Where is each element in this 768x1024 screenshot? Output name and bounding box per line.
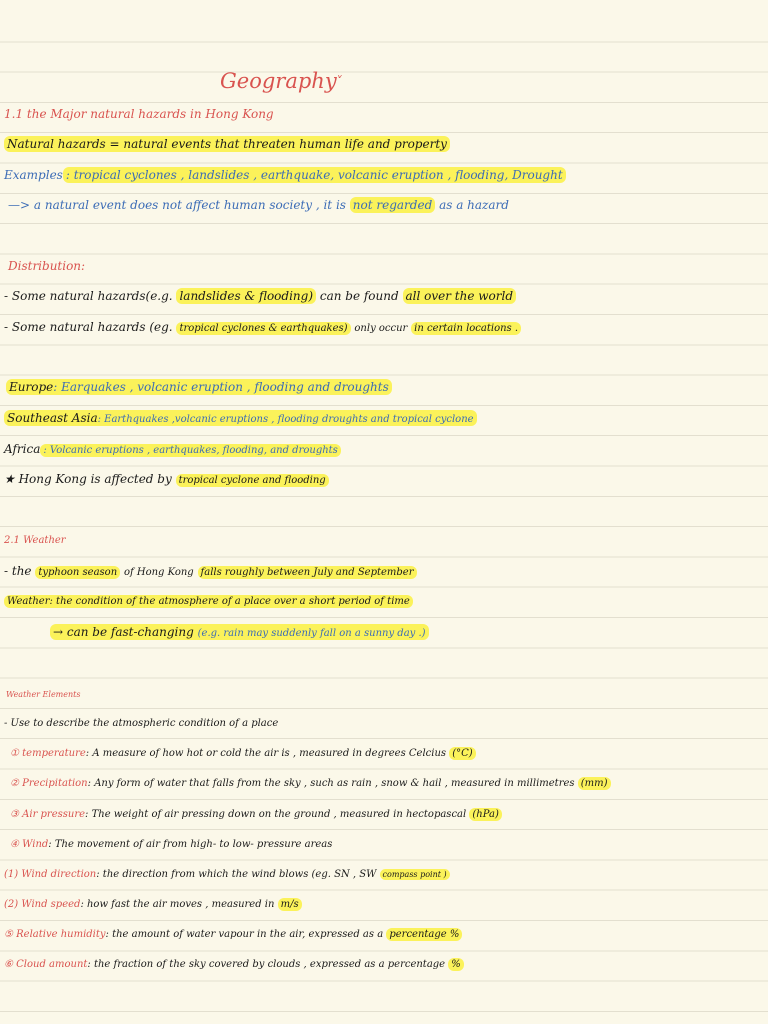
fast-changing-text: can be fast-changing [66,625,194,639]
title-text: Geography [220,69,337,93]
weather-elements-heading: Weather Elements [6,690,81,699]
hazard-term: Natural hazards [7,137,106,151]
hong-kong-note [4,470,329,490]
dist2-highlight-1: tropical cyclones & earthquakes) [176,322,350,335]
wind-speed-unit: m/s [278,898,302,911]
dist1-highlight-1: landslides & flooding) [176,288,316,304]
humidity-unit: percentage % [386,928,462,941]
note-suffix: as a hazard [439,198,509,212]
weather-elements-intro: - Use to describe the atmospheric condition of a place [4,718,279,729]
hk-highlight: tropical cyclone and flooding [176,474,329,487]
wind-speed-text: : how fast the air moves , measured in [80,899,275,910]
air-pressure-unit: (hPa) [469,808,501,821]
dist2-mid: only occur [354,323,408,334]
hazard-definition [4,135,450,153]
element-relative-humidity [4,926,462,944]
examples-label: Examples [4,168,63,182]
distribution-line-2 [4,318,521,338]
element-temperature [10,745,476,763]
air-pressure-text: : The weight of air pressing down on the ground , measured in hectopascal [85,809,467,820]
note-prefix: —> a natural event does not affect human society , it is [8,198,346,212]
element-cloud-amount [4,956,464,974]
africa-text: : Volcanic eruptions , earthquakes, flooding, and droughts [40,444,340,457]
temperature-label: ① temperature [10,748,86,759]
wind-direction-label: (1) Wind direction [4,869,97,880]
hazard-definition-highlight [4,136,450,152]
page-title [220,68,343,94]
examples-text: : tropical cyclones , landslides , earthquake, volcanic eruption , flooding, Drought [63,167,566,183]
typhoon-prefix: - the [4,564,32,578]
weather-fast-changing [50,623,429,643]
weather-heading: 2.1 Weather [4,535,66,546]
hk-prefix: ★ Hong Kong is affected by [4,472,172,486]
precipitation-text: : Any form of water that falls from the sky , such as rain , snow & hail , measured in millimetres [87,778,575,789]
distribution-line-1 [4,287,516,305]
section-heading-hazards: 1.1 the Major natural hazards in Hong Kong [4,107,274,121]
distribution-heading: Distribution: [8,259,86,273]
dist1-highlight-2: all over the world [403,288,517,304]
hazard-note [8,196,509,214]
element-wind-direction [4,866,450,884]
element-wind [10,836,332,854]
africa-label: Africa [4,442,41,456]
element-wind-speed [4,896,302,914]
temperature-unit: (°C) [449,747,475,760]
element-air-pressure [10,806,502,824]
dist2-highlight-2: in certain locations . [411,322,521,335]
arrow-icon: → [53,625,64,639]
temperature-text: : A measure of how hot or cold the air is , measured in degrees Celcius [85,748,447,759]
weather-definition-text: : the condition of the atmosphere of a place over a short period of time [49,596,410,607]
region-africa [4,440,341,460]
sea-text: : Earthquakes ,volcanic eruptions , flooding droughts and tropical cyclone [97,414,474,425]
region-europe [6,378,392,396]
dist1-prefix: - Some natural hazards(e.g. [4,289,173,303]
title-checkmark: ˅ [336,74,343,88]
note-highlight: not regarded [350,197,435,213]
dist1-mid: can be found [319,289,399,303]
precipitation-unit: (mm) [578,777,611,790]
weather-definition [4,593,413,611]
humidity-label: ⑤ Relative humidity [4,929,106,940]
weather-term: Weather [7,596,50,607]
air-pressure-label: ③ Air pressure [10,809,86,820]
dist2-prefix: - Some natural hazards (eg. [4,320,173,334]
wind-direction-highlight: compass point ) [380,869,450,880]
humidity-text: : the amount of water vapour in the air, expressed as a [105,929,384,940]
element-precipitation [10,775,611,793]
hazard-definition-text: = natural events that threaten human life and property [109,137,447,151]
region-southeast-asia [4,409,477,429]
cloud-amount-label: ⑥ Cloud amount [4,959,88,970]
europe-text: : Earquakes , volcanic eruption , flooding and droughts [53,380,389,394]
cloud-amount-unit: % [448,958,464,971]
europe-label: Europe [9,380,54,394]
precipitation-label: ② Precipitation [10,778,88,789]
wind-label: ④ Wind [10,839,49,850]
fast-changing-example: (e.g. rain may suddenly fall on a sunny day .) [197,628,426,639]
cloud-amount-text: : the fraction of the sky covered by clouds , expressed as a percentage [87,959,446,970]
hazard-examples [4,166,566,184]
wind-speed-label: (2) Wind speed [4,899,81,910]
wind-direction-text: : the direction from which the wind blows (eg. SN , SW [96,869,377,880]
typhoon-highlight-2: falls roughly between July and September [198,566,417,579]
sea-label: Southeast Asia [7,411,98,425]
wind-text: : The movement of air from high- to low- pressure areas [48,839,333,850]
typhoon-season [4,562,417,582]
typhoon-mid: of Hong Kong [123,567,194,578]
typhoon-highlight-1: typhoon season [35,566,120,579]
